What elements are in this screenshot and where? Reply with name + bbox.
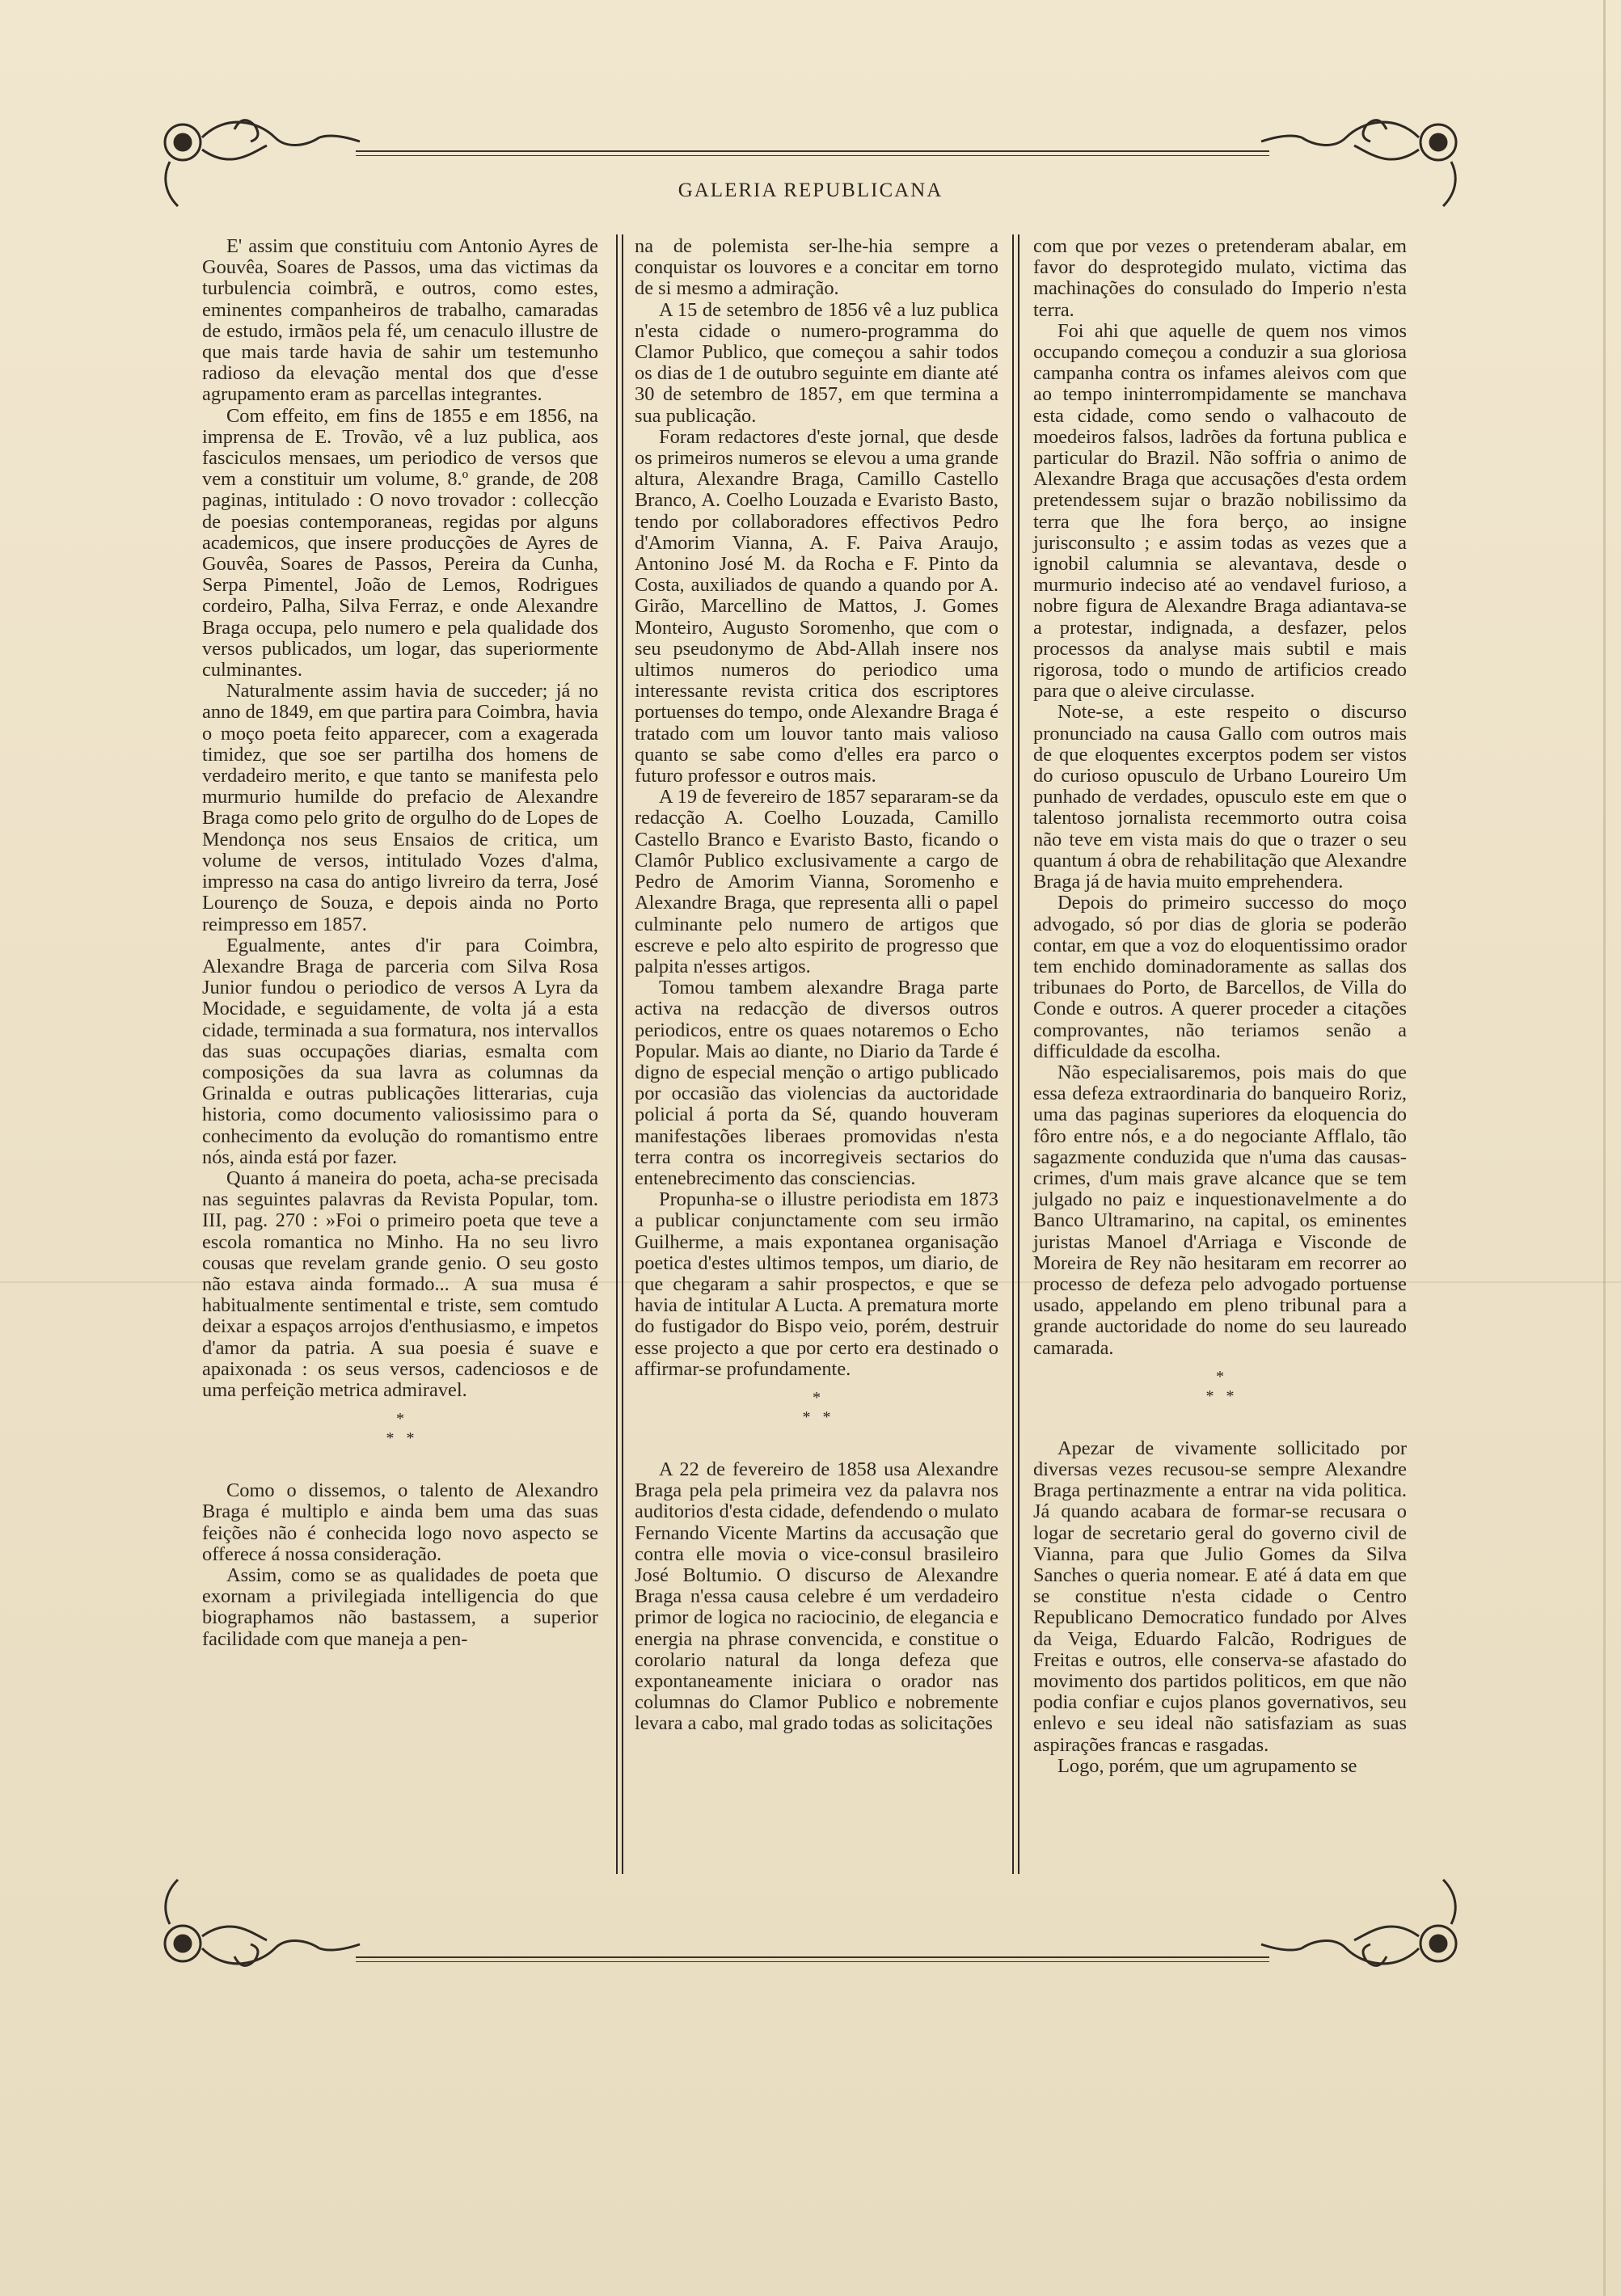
running-title: GALERIA REPUBLICANA	[678, 179, 943, 201]
body-paragraph: Apezar de vivamente sollicitado por diversas vezes recusou-se sempre Alexandre Braga pertinazmente a entrar na vida politica. Já quando acabara de formar-se recusara o logar de secretario geral do governo civil de Vianna, para que Julio Gomes da Silva Sanches o queria nomear. E até á data em que se constitue n'esta cidade o Centro Republicano Democratico fundado por Alves da Veiga, Eduardo Falcão, Rodrigues de Freitas e outros, elle conserva-se afastado do movimento dos partidos politicos, em que não podia confiar e cujos planos governativos, seu enlevo e seu ideal não satisfaziam as suas aspirações francas e rasgadas.	[1033, 1437, 1407, 1756]
column-rule-left	[616, 234, 618, 1874]
body-paragraph: Com effeito, em fins de 1855 e em 1856, na imprensa de E. Trovão, vê a luz publica, aos fasciculos mensaes, um periodico de versos que vem a constituir um volume, 8.º grande, de 208 paginas, intitulado : O novo trovador : collecção de poesias contemporaneas, regidas por alguns academicos, que insere producções de Ayres de Gouvêa, Soares de Passos, Pereira da Cunha, Serpa Pimentel, João de Lemos, Rodrigues cordeiro, Palha, Silva Ferraz, e onde Alexandre Braga occupa, pelo numero e pela qualidade dos versos publicados, um logar, das superiormente culminantes.	[202, 404, 598, 682]
body-paragraph: Note-se, a este respeito o discurso pronunciado na causa Gallo com outros mais de que eloquentes excerptos podem ser vistos do curioso opusculo de Urbano Loureiro Um punhado de verdades, opusculo este em que o talentoso jornalista recemmorto outra coisa não teve em vista mais do que o trazer o seu quantum á obra de rehabilitação que Alexandre Braga já de havia muito emprehendera.	[1033, 701, 1407, 893]
border-top-rule	[356, 150, 1269, 152]
body-paragraph: A 22 de fevereiro de 1858 usa Alexandre Braga pela pela primeira vez da palavra nos auditorios d'esta cidade, defendendo o mulato Fernando Vicente Martins da accusação que contra elle movia o vice-consul brasileiro José Boltumio. O discurso de Alexandre Braga n'essa causa celebre é um verdadeiro primor de logica no raciocinio, de elegancia e energia na phrase convencida, e constitue o corolario natural da longa defeza que expontaneamente iniciara o orador nas columnas do Clamor Publico e nobremente levara a cabo, mal grado todas as solicitações	[635, 1458, 998, 1735]
body-paragraph: A 15 de setembro de 1856 vê a luz publica n'esta cidade o numero-programma do Clamor Publico, que começou a sahir todos os dias de 1 de outubro seguinte em diante até 30 de setembro de 1857, em que termina a sua publicação.	[635, 298, 998, 427]
body-paragraph: na de polemista ser-lhe-hia sempre a conquistar os louvores e a concitar em torno de si mesmo a admiração.	[635, 235, 998, 300]
body-paragraph: Quanto á maneira do poeta, acha-se precisada nas seguintes palavras da Revista Popular, tom. III, pag. 270 : »Foi o primeiro poeta que teve a escola romantica no Minho. Ha no seu livro cousas que revelam grande genio. O seu gosto não estava ainda formado... A sua musa é habitualmente sentimental e triste, sem comtudo deixar a espaços arrojos d'enthusiasmo, e impetos d'amor da patria. A sua poesia é suave e apaixonada : os seus versos, cadenciosos e de uma perfeição metrica admiravel.	[202, 1167, 598, 1401]
text-column-1	[202, 236, 598, 1918]
border-bottom-rule	[356, 1956, 1269, 1958]
page-fold-edge	[1603, 0, 1606, 2296]
body-paragraph: A 19 de fevereiro de 1857 separaram-se da redacção A. Coelho Louzada, Camillo Castello Branco e Evaristo Basto, ficando o Clamôr Publico exclusivamente a cargo de Pedro de Amorim Vianna, Soromenho e Alexandre Braga, que representa alli o papel culminante pelo numero de artigos que escreve e pelo alto espirito de progresso que palpita n'esses artigos.	[635, 786, 998, 977]
column-rule-left-inner	[622, 234, 623, 1874]
body-paragraph: Egualmente, antes d'ir para Coimbra, Alexandre Braga de parceria com Silva Rosa Junior fundou o periodico de versos A Lyra da Mocidade, e seguidamente, de volta já a esta cidade, terminada a sua formatura, nos intervallos das suas occupações diarias, esmalta com composições da sua lavra as columnas da Grinalda e outras publicações litterarias, cuja historia, como documento valiosissimo para o conhecimento da evolução do romantismo entre nós, ainda está por fazer.	[202, 934, 598, 1168]
text-column-2	[635, 236, 998, 1918]
body-paragraph: Como o dissemos, o talento de Alexandro Braga é multiplo e ainda bem uma das suas feições não é conhecida logo novo aspecto se offerece á nossa consideração.	[202, 1479, 598, 1565]
body-paragraph: Naturalmente assim havia de succeder; já no anno de 1849, em que partira para Coimbra, havia o moço poeta feito apparecer, com a exagerada timidez, que soe ser partilha dos homens de verdadeiro merito, e que tanto se manifesta pelo murmurio humilde do prefacio de Alexandre Braga como pelo grito de orgulho do de Lopes de Mendonça nos seus Ensaios de critica, um volume de versos, intitulado Vozes d'alma, impresso na casa do antigo livreiro da terra, José Lourenço de Souza, e depois ainda no Porto reimpresso em 1857.	[202, 680, 598, 935]
body-paragraph: Logo, porém, que um agrupamento se	[1057, 1754, 1357, 1777]
section-separator-asterisks: * * *	[802, 1388, 831, 1426]
text-column-3	[1033, 236, 1407, 1918]
border-bottom-rule-inner	[356, 1961, 1269, 1962]
body-paragraph: Não especialisaremos, pois mais do que essa defeza extraordinaria do banqueiro Roriz, uma das paginas superiores da eloquencia do fôro entre nós, e a do negociante Afflalo, tão sagazmente conduzida que n'uma das causas-crimes, d'um mais grave alcance que se tem julgado no paiz e inquestionavelmente a do Banco Ultramarino, na capital, os eminentes juristas Manoel d'Arriaga e Visconde de Moreira de Rey não hesitaram em recorrer ao processo de defeza pelo advogado portuense usado, appelando em pleno tribunal para a grande auctoridade do nome do seu laureado camarada.	[1033, 1061, 1407, 1359]
body-paragraph: Tomou tambem alexandre Braga parte activa na redacção de diversos outros periodicos, entre os quaes notaremos o Echo Popular. Mais ao diante, no Diario da Tarde é digno de especial menção o artigo publicado por occasião das violencias da auctoridade policial á porta da Sé, quando houveram manifestações liberaes promovidas n'esta terra contra os incorregiveis sectarios do entenebrecimento das consciencias.	[635, 977, 998, 1189]
body-paragraph: Foram redactores d'este jornal, que desde os primeiros numeros se elevou a uma grande altura, Alexandre Braga, Camillo Castello Branco, A. Coelho Louzada e Evaristo Basto, tendo por collaboradores effectivos Pedro d'Amorim Vianna, A. F. Paiva Araujo, Antonino José M. da Rocha e F. Pinto da Costa, auxiliados de quando a quando por A. Girão, Marcellino de Mattos, J. Gomes Monteiro, Augusto Soromenho, que com o seu pseudonymo de Abd-Allah insere nos ultimos numeros do periodico uma interessante revista critica dos escriptores portuenses do tempo, onde Alexandre Braga é tratado com um louvor tanto mais valioso quanto se sabe como d'elles era parco o futuro professor e outros mais.	[635, 425, 998, 787]
column-rule-right	[1012, 234, 1014, 1874]
section-separator-asterisks: * * *	[1205, 1367, 1235, 1405]
border-top-rule-inner	[356, 155, 1269, 156]
column-rule-right-inner	[1018, 234, 1019, 1874]
body-paragraph: E' assim que constituiu com Antonio Ayres de Gouvêa, Soares de Passos, uma das victimas da turbulencia coimbrã, e outros, como estes, eminentes companheiros de trabalho, camaradas de estudo, irmãos pela fé, um cenaculo illustre de que mais tarde havia de sahir um testemunho radioso da elevação mental dos que d'esse agrupamento eram as parcellas integrantes.	[202, 235, 598, 406]
body-paragraph: Depois do primeiro successo do moço advogado, só por dias de gloria se poderão contar, em que a voz do eloquentissimo orador tem enchido dominadoramente as sallas dos tribunaes do Porto, de Barcellos, de Villa do Conde e outros. A querer proceder a citações comprovantes, não teriamos senão a difficuldade da escolha.	[1033, 892, 1407, 1062]
body-paragraph: com que por vezes o pretenderam abalar, em favor do desprotegido mulato, victima das machinações do consulado do Imperio n'esta terra.	[1033, 235, 1407, 321]
section-separator-asterisks: * * *	[386, 1410, 415, 1448]
body-paragraph: Assim, como se as qualidades de poeta que exornam a privilegiada intelligencia do que biographamos não bastassem, a superior facilidade com que maneja a pen-	[202, 1564, 598, 1650]
body-paragraph: Propunha-se o illustre periodista em 1873 a publicar conjunctamente com seu irmão Guilherme, a mais expontanea organisação poetica d'estes ultimos tempos, um diario, de que chegaram a sahir prospectos, e que se havia de intitular A Lucta. A prematura morte do fustigador do Bispo veio, porém, destruir esse projecto a que por certo era destinado o affirmar-se profundamente.	[635, 1188, 998, 1380]
body-paragraph: Foi ahi que aquelle de quem nos vimos occupando começou a conduzir a sua gloriosa campanha contra os infames aleivos com que ao tempo ininterrompidamente se manchava esta cidade, como sendo o valhacouto de moedeiros falsos, ladrões da fortuna publica e particular do Brazil. Não soffria o animo de Alexandre Braga que accusações d'esta ordem pretendessem sujar o brazão nobilissimo da terra que lhe fora berço, ao insigne jurisconsulto ; e assim todas as vezes que a ignobil calumnia se alevantava, desde o murmurio indeciso até ao vendavel furioso, a nobre figura de Alexandre Braga adiantava-se a protestar, indignada, a desfazer, pelos processos da analyse mais subtil e mais rigorosa, todo o mundo de artificios creado para que o aleive circulasse.	[1033, 319, 1407, 703]
